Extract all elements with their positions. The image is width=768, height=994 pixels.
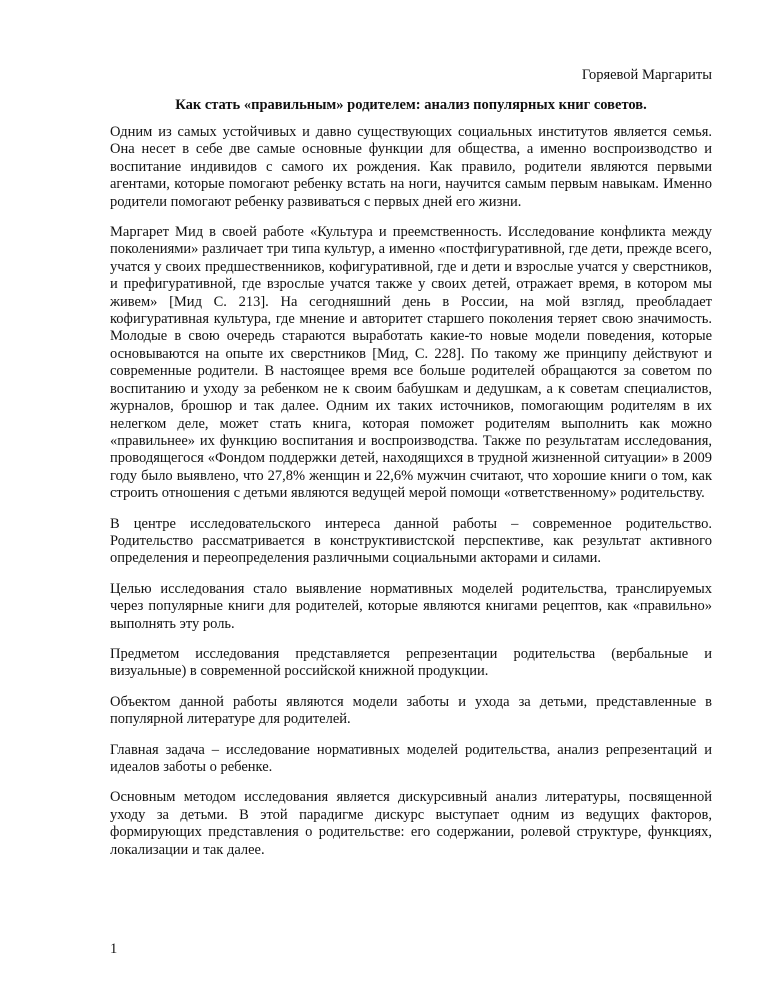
page-number: 1: [110, 941, 118, 957]
paragraph: Главная задача – исследование нормативных моделей родительства, анализ репрезентаций и идеалов заботы о ребенке.: [110, 741, 712, 775]
document-body: [110, 124, 712, 872]
paragraph: Целью исследования стало выявление нормативных моделей родительства, транслируемых через популярные книги для родителей, которые являются книгами рецептов, как «правильно» выполнять эту роль.: [110, 580, 712, 632]
paragraph: В центре исследовательского интереса данной работы – современное родительство. Родительство рассматривается в конструктивистской перспективе, как результат активного определения и переопределения различными социальными акторами и силами.: [110, 515, 712, 567]
paragraph: Маргарет Мид в своей работе «Культура и преемственность. Исследование конфликта между поколениями» различает три типа культур, а именно «постфигуративной, где дети, прежде всего, учатся у своих предшественников, кофигуративной, где и дети и взрослые учатся у сверстников, и префигуративной, где взрослые учатся также у своих детей, отражает время, в котором мы живем» [Мид С. 213]. На сегодняшний день в России, на мой взгляд, преобладает кофигуративная культура, где мнение и авторитет старшего поколения теряет свою значимость. Молодые в свою очередь стараются выработать какие-то новые модели поведения, которые основываются на опыте их сверстников [Мид, С. 228]. По такому же принципу действуют и современные родители. В настоящее время все больше родителей обращаются за советом по воспитанию и уходу за ребенком не к своим бабушкам и дедушкам, а к советам специалистов, журналов, брошюр и так далее. Одним их таких источников, помогающим родителям в их нелегком деле, может стать книга, которая поможет родителям выполнить как можно «правильнее» их функцию воспитания и воспроизводства. Также по результатам исследования, проводящегося «Фондом поддержки детей, находящихся в трудной жизненной ситуации» в 2009 году было выявлено, что 27,8% женщин и 22,6% мужчин считают, что хорошие книги о том, как строить отношения с детьми являются ведущей мерой помощи «ответственному» родительству.: [110, 224, 712, 502]
paragraph: Объектом данной работы являются модели заботы и ухода за детьми, представленные в популярной литературе для родителей.: [110, 693, 712, 728]
document-title: Как стать «правильным» родителем: анализ популярных книг советов.: [175, 97, 647, 113]
paragraph: Основным методом исследования является дискурсивный анализ литературы, посвященной уходу за детьми. В этой парадигме дискурс выступает одним из ведущих факторов, формирующих представления о родительстве: его содержании, ролевой структуре, функциях, локализации и так далее.: [110, 789, 712, 858]
paragraph: Одним из самых устойчивых и давно существующих социальных институтов является семья. Она несет в себе две самые основные функции для общества, а именно воспроизводство и воспитание индивидов с самого их рождения. Как правило, родители являются первыми агентами, которые помогают ребенку встать на ноги, научится самым первым навыкам. Именно родители помогают ребенку развиваться с первых дней его жизни.: [110, 124, 712, 210]
author-name: Горяевой Маргариты: [581, 67, 712, 83]
paragraph: Предметом исследования представляется репрезентации родительства (вербальные и визуальные) в современной российской книжной продукции.: [110, 645, 712, 680]
